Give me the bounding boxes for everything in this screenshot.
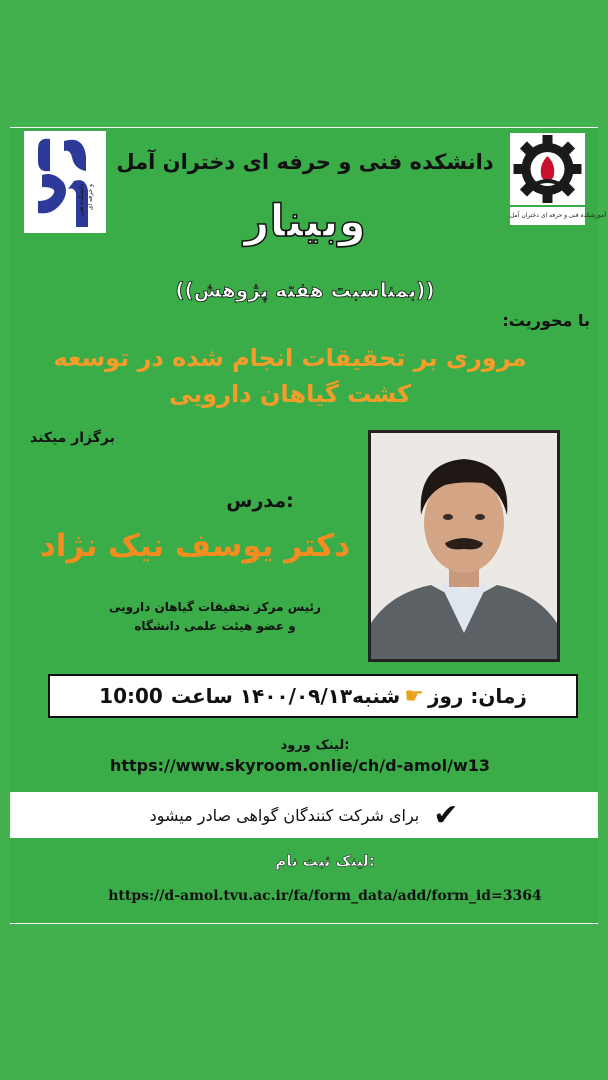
logo-left-label: دانشکده فنی و حرفه ای: [78, 184, 94, 217]
topic-line-1: مروری بر تحقیقات انجام شده در توسعه: [53, 344, 527, 372]
logo-right-caption: آموزشکده فنی و حرفه ای دختران آمل: [510, 207, 585, 225]
college-logo-right: [510, 133, 585, 205]
topic-line-2: کشت گیاهان دارویی: [169, 380, 411, 408]
entry-link[interactable]: https://www.skyroom.onlie/ch/d-amol/w13: [109, 756, 491, 775]
topic-heading: [30, 340, 550, 412]
check-icon: ✔: [433, 797, 459, 833]
role-line-2: و عضو هیئت علمی دانشگاه: [134, 619, 296, 633]
time-value: 10:00: [99, 684, 163, 708]
instructor-label: مدرس:: [226, 490, 294, 512]
role-line-1: رئیس مرکز تحقیقات گیاهان دارویی: [109, 600, 321, 614]
pointing-hand-icon: ☛: [404, 683, 424, 709]
focus-label: با محوریت:: [502, 311, 590, 330]
instructor-role: [70, 598, 360, 636]
certificate-bar: [10, 792, 598, 838]
registration-link-label: لینک ثبت نام:: [275, 852, 375, 870]
certificate-text: برای شرکت کنندگان گواهی صادر میشود: [149, 805, 420, 825]
holds-label: برگزار میکند: [30, 430, 115, 446]
schedule-box: [48, 674, 578, 718]
instructor-photo: [368, 430, 560, 662]
college-title: دانشکده فنی و حرفه ای دختران آمل: [116, 150, 494, 174]
instructor-name: دکتر یوسف نیک نژاد: [39, 528, 351, 564]
college-logo-left: [24, 131, 106, 233]
schedule-label: زمان: روز: [427, 684, 527, 708]
occasion-subtitle: ((بمناسبت هفته پژوهش)): [175, 278, 435, 302]
registration-link[interactable]: https://d-amol.tvu.ac.ir/fa/form_data/add/form_id=3364: [108, 888, 542, 904]
day-date: شنبه۱۴۰۰/۰۹/۱۳ ساعت: [170, 684, 401, 708]
entry-link-label: لینک ورود:: [280, 738, 350, 753]
poster: [10, 127, 606, 924]
webinar-title: وبینار: [244, 196, 366, 247]
